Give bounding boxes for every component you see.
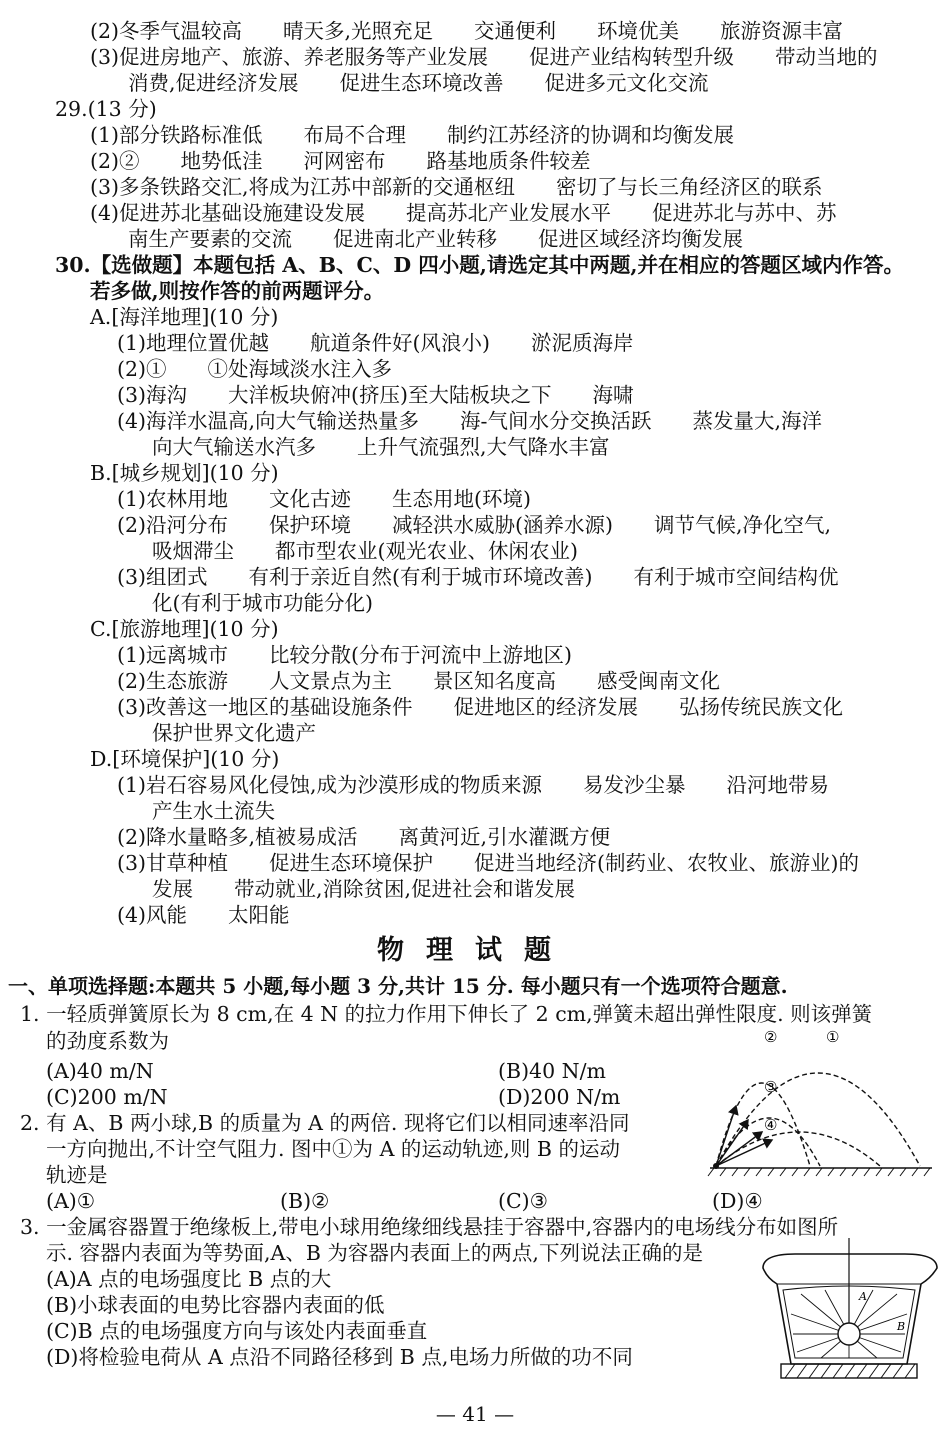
answer-line: 化(有利于城市功能分化) bbox=[152, 591, 373, 615]
board-hatch bbox=[785, 1364, 915, 1378]
question-heading: 29.(13 分) bbox=[55, 97, 157, 121]
container-figure bbox=[755, 1238, 945, 1398]
section-heading: 一、单项选择题:本题共 5 小题,每小题 3 分,共计 15 分. 每小题只有一个选项符合题意. bbox=[8, 974, 788, 998]
trajectory-figure bbox=[700, 1020, 940, 1180]
label-2: ② bbox=[764, 1028, 778, 1046]
answer-line: (1)地理位置优越 航道条件好(风浪小) 淤泥质海岸 bbox=[117, 331, 634, 355]
charged-ball bbox=[838, 1323, 860, 1345]
answer-line: (2)沿河分布 保护环境 减轻洪水威胁(涵养水源) 调节气候,净化空气, bbox=[117, 513, 832, 537]
point-a-label: A bbox=[859, 1290, 867, 1303]
launch-point bbox=[713, 1163, 719, 1169]
answer-line: (4)海洋水温高,向大气输送热量多 海-气间水分交换活跃 蒸发量大,海洋 bbox=[117, 409, 822, 433]
question-stem: 示. 容器内表面为等势面,A、B 为容器内表面上的两点,下列说法正确的是 bbox=[46, 1241, 703, 1265]
option-b: (B)② bbox=[280, 1189, 330, 1213]
question-stem: 的劲度系数为 bbox=[46, 1029, 169, 1053]
option-c: (C)③ bbox=[498, 1189, 549, 1213]
question-stem: 2. 有 A、B 两小球,B 的质量为 A 的两倍. 现将它们以相同速率沿同 bbox=[20, 1111, 630, 1135]
answer-line: (3)甘草种植 促进生态环境保护 促进当地经济(制药业、农牧业、旅游业)的 bbox=[117, 851, 860, 875]
page-number: — 41 — bbox=[435, 1402, 515, 1426]
answer-line: (2)生态旅游 人文景点为主 景区知名度高 感受闽南文化 bbox=[117, 669, 721, 693]
answer-line: (2)② 地势低洼 河网密布 路基地质条件较差 bbox=[90, 149, 591, 173]
answer-line: (3)海沟 大洋板块俯冲(挤压)至大陆板块之下 海啸 bbox=[117, 383, 634, 407]
question-stem: 1. 一轻质弹簧原长为 8 cm,在 4 N 的拉力作用下伸长了 2 cm,弹簧未超出弹性限度. 则该弹簧 bbox=[20, 1002, 873, 1026]
option-c: (C)B 点的电场强度方向与该处内表面垂直 bbox=[46, 1319, 428, 1343]
answer-line: 产生水土流失 bbox=[152, 799, 275, 823]
answer-line: 发展 带动就业,消除贫困,促进社会和谐发展 bbox=[152, 877, 576, 901]
label-4: ④ bbox=[764, 1116, 778, 1134]
ground-hatch bbox=[708, 1168, 930, 1176]
section-heading: D.[环境保护](10 分) bbox=[90, 747, 280, 771]
trajectory-4 bbox=[716, 1132, 880, 1166]
option-a: (A)A 点的电场强度比 B 点的大 bbox=[46, 1267, 332, 1291]
answer-line: (2)冬季气温较高 晴天多,光照充足 交通便利 环境优美 旅游资源丰富 bbox=[90, 19, 844, 43]
section-heading: A.[海洋地理](10 分) bbox=[90, 305, 279, 329]
option-d: (D)将检验电荷从 A 点沿不同路径移到 B 点,电场力所做的功不同 bbox=[46, 1345, 633, 1369]
answer-line: (3)促进房地产、旅游、养老服务等产业发展 促进产业结构转型升级 带动当地的 bbox=[90, 45, 878, 69]
option-a: (A)40 m/N bbox=[46, 1059, 154, 1083]
question-heading: 30.【选做题】本题包括 A、B、C、D 四小题,请选定其中两题,并在相应的答题区域内作答。 bbox=[55, 253, 905, 277]
answer-line: (2)降水量略多,植被易成活 离黄河近,引水灌溉方便 bbox=[117, 825, 611, 849]
answer-line: (1)农林用地 文化古迹 生态用地(环境) bbox=[117, 487, 532, 511]
option-d: (D)④ bbox=[712, 1189, 763, 1213]
answer-line: 向大气输送水汽多 上升气流强烈,大气降水丰富 bbox=[152, 435, 610, 459]
answer-line: 吸烟滞尘 都市型农业(观光农业、休闲农业) bbox=[152, 539, 578, 563]
question-heading: 若多做,则按作答的前两题评分。 bbox=[90, 279, 385, 303]
answer-line: (2)① ①处海域淡水注入多 bbox=[117, 357, 393, 381]
answer-line: (1)部分铁路标准低 布局不合理 制约江苏经济的协调和均衡发展 bbox=[90, 123, 735, 147]
option-a: (A)① bbox=[46, 1189, 96, 1213]
option-b: (B)小球表面的电势比容器内表面的低 bbox=[46, 1293, 385, 1317]
label-1: ① bbox=[826, 1028, 840, 1046]
answer-line: (1)岩石容易风化侵蚀,成为沙漠形成的物质来源 易发沙尘暴 沿河地带易 bbox=[117, 773, 830, 797]
question-stem: 轨迹是 bbox=[46, 1163, 108, 1187]
velocity-arrow bbox=[716, 1106, 736, 1166]
option-c: (C)200 m/N bbox=[46, 1085, 168, 1109]
label-3: ③ bbox=[764, 1078, 778, 1096]
section-heading: C.[旅游地理](10 分) bbox=[90, 617, 279, 641]
metal-container bbox=[763, 1254, 937, 1364]
question-stem: 3. 一金属容器置于绝缘板上,带电小球用绝缘细线悬挂于容器中,容器内的电场线分布如图所 bbox=[20, 1215, 839, 1239]
point-b-label: B bbox=[897, 1320, 906, 1333]
answer-line: (4)风能 太阳能 bbox=[117, 903, 290, 927]
answer-line: (3)多条铁路交汇,将成为江苏中部新的交通枢纽 密切了与长三角经济区的联系 bbox=[90, 175, 823, 199]
option-b: (B)40 N/m bbox=[498, 1059, 606, 1083]
answer-line: 保护世界文化遗产 bbox=[152, 721, 316, 745]
answer-line: 南生产要素的交流 促进南北产业转移 促进区域经济均衡发展 bbox=[128, 227, 743, 251]
section-heading: B.[城乡规划](10 分) bbox=[90, 461, 279, 485]
answer-line: (1)远离城市 比较分散(分布于河流中上游地区) bbox=[117, 643, 573, 667]
answer-line: 消费,促进经济发展 促进生态环境改善 促进多元文化交流 bbox=[128, 71, 709, 95]
answer-line: (4)促进苏北基础设施建设发展 提高苏北产业发展水平 促进苏北与苏中、苏 bbox=[90, 201, 837, 225]
answer-line: (3)组团式 有利于亲近自然(有利于城市环境改善) 有利于城市空间结构优 bbox=[117, 565, 839, 589]
page-title: 物理试题 bbox=[377, 935, 573, 966]
question-stem: 一方向抛出,不计空气阻力. 图中①为 A 的运动轨迹,则 B 的运动 bbox=[46, 1137, 620, 1161]
velocity-arrow bbox=[716, 1132, 762, 1166]
option-d: (D)200 N/m bbox=[498, 1085, 621, 1109]
answer-line: (3)改善这一地区的基础设施条件 促进地区的经济发展 弘扬传统民族文化 bbox=[117, 695, 844, 719]
